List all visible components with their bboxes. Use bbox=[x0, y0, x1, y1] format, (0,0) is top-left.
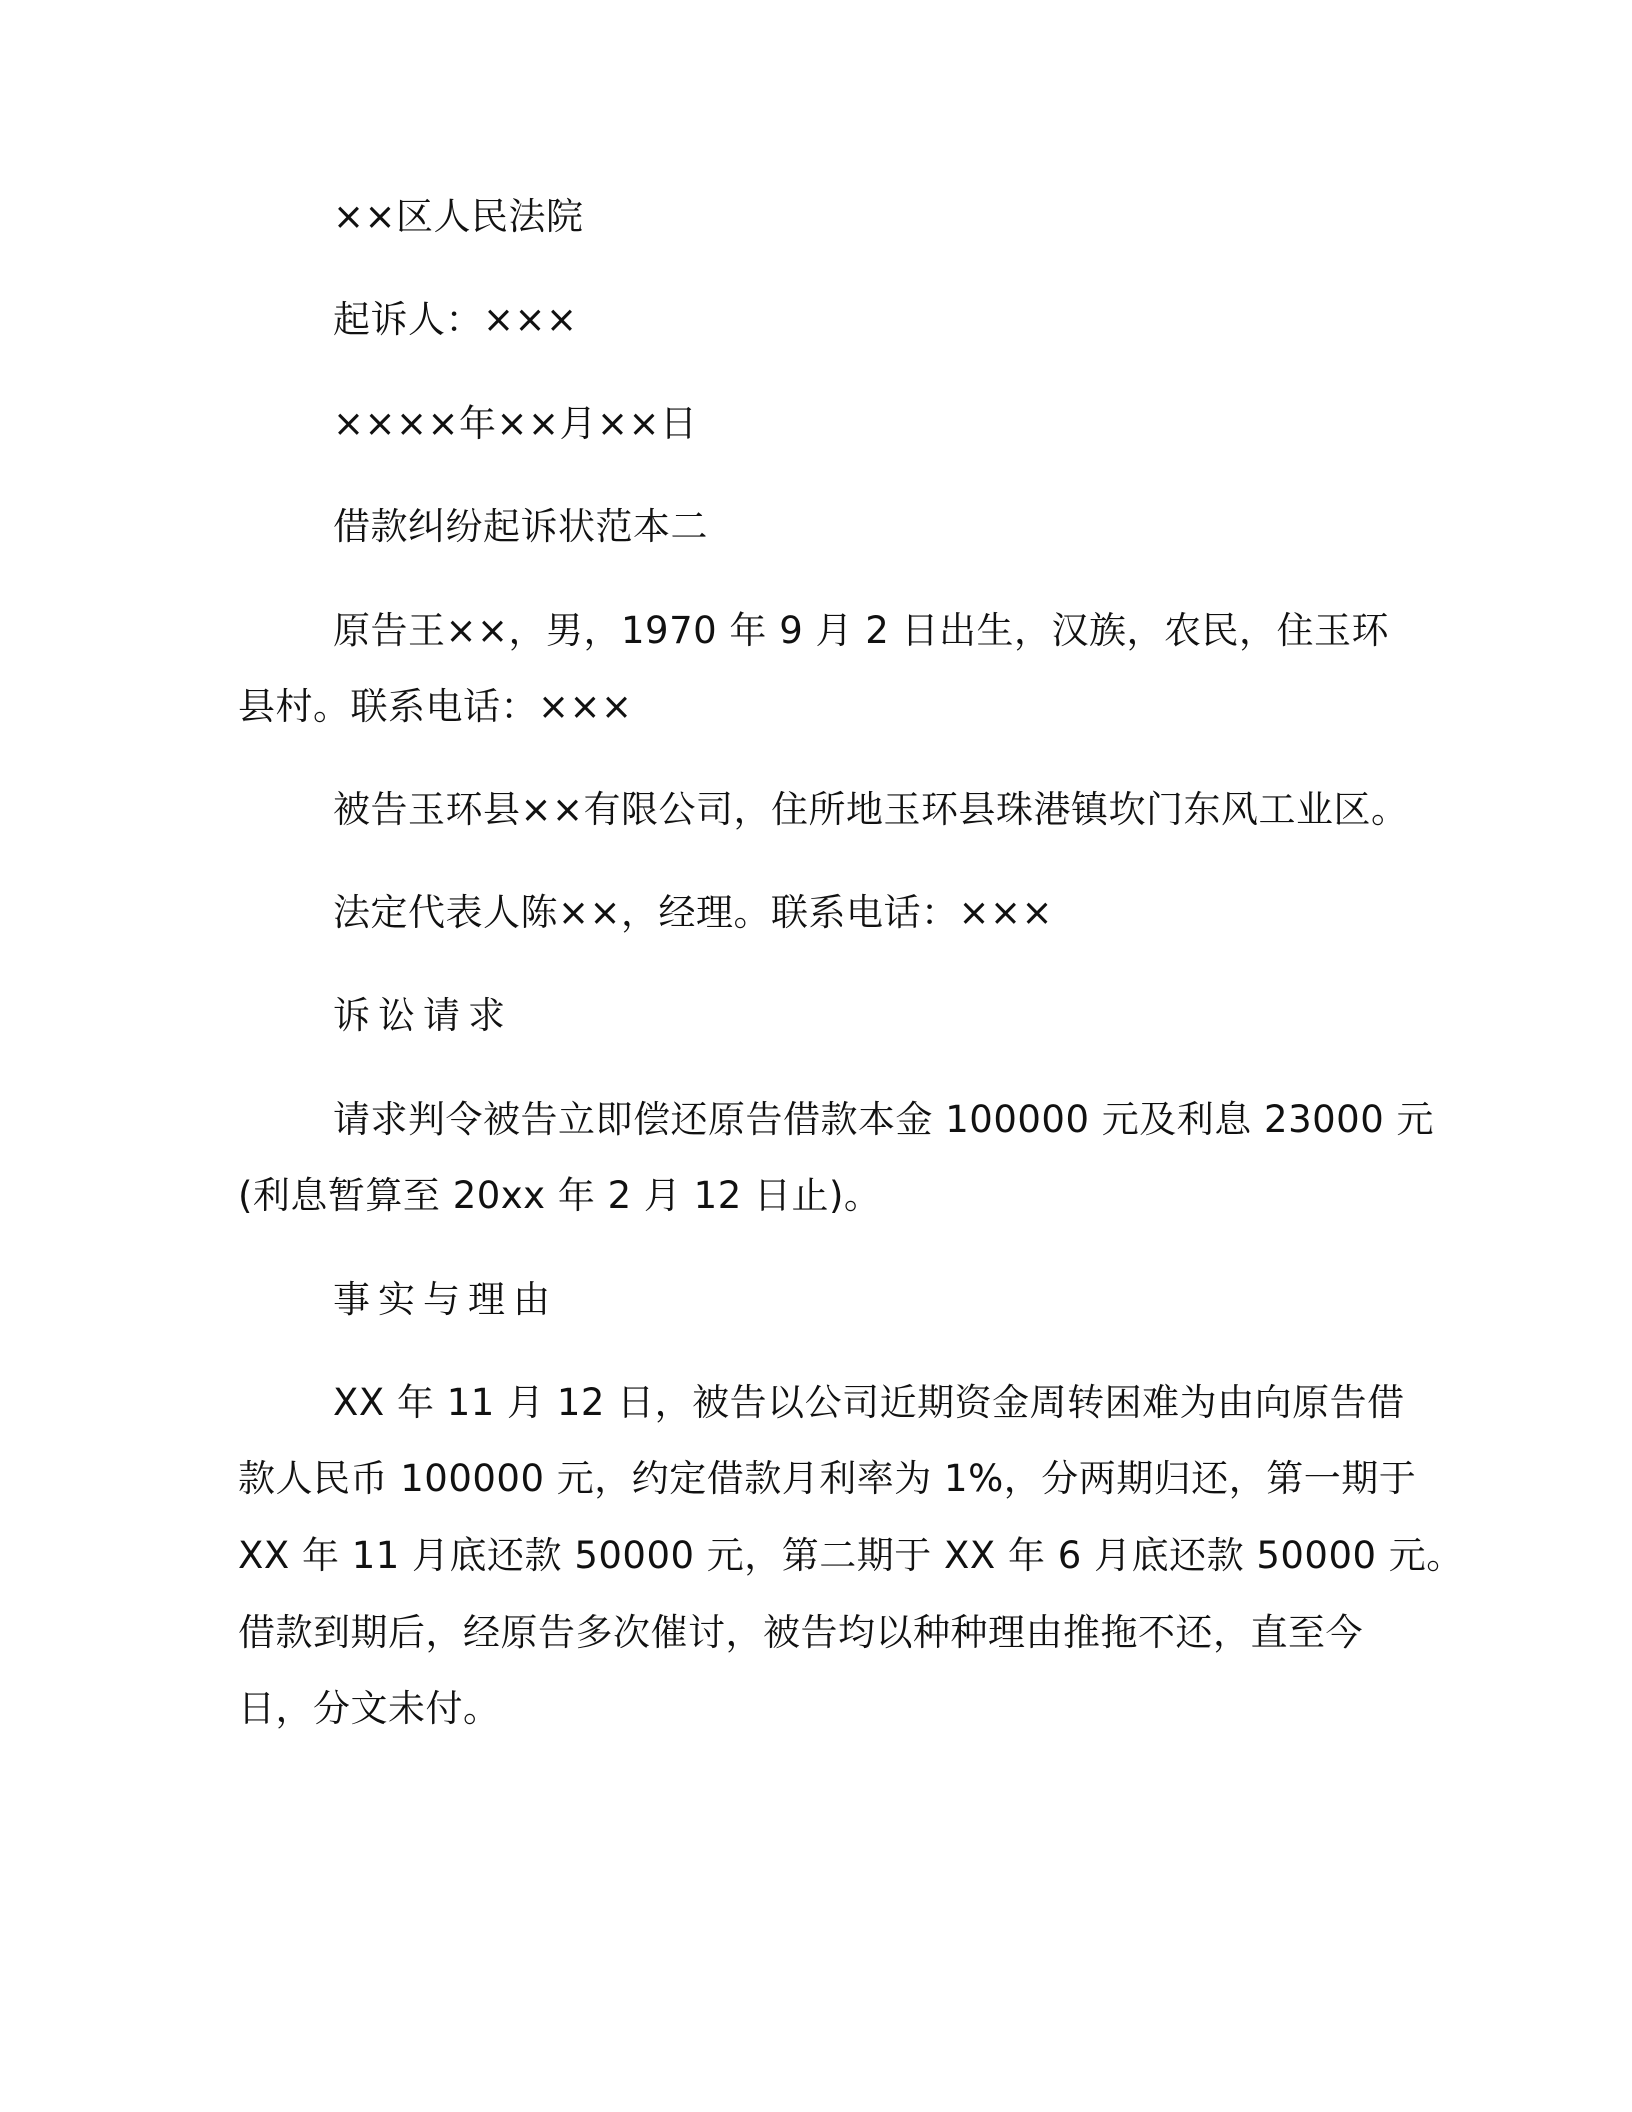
plaintiff-info-line-2: 县村。联系电话：××× bbox=[238, 685, 633, 728]
facts-line-5: 日，分文未付。 bbox=[238, 1687, 501, 1730]
court-name: ××区人民法院 bbox=[333, 195, 584, 238]
claims-line-2: (利息暂算至 20xx 年 2 月 12 日止)。 bbox=[238, 1174, 882, 1217]
claims-line-1: 请求判令被告立即偿还原告借款本金 100000 元及利息 23000 元 bbox=[333, 1098, 1434, 1141]
document-title: 借款纠纷起诉状范本二 bbox=[333, 505, 708, 548]
facts-line-4: 借款到期后，经原告多次催讨，被告均以种种理由推拖不还，直至今 bbox=[238, 1611, 1363, 1654]
claims-heading: 诉讼请求 bbox=[333, 994, 513, 1037]
plaintiff-info-line-1: 原告王××，男，1970 年 9 月 2 日出生，汉族，农民，住玉环 bbox=[333, 609, 1390, 652]
facts-line-1: XX 年 11 月 12 日，被告以公司近期资金周转困难为由向原告借 bbox=[333, 1381, 1405, 1424]
defendant-info: 被告玉环县××有限公司，住所地玉环县珠港镇坎门东风工业区。 bbox=[333, 788, 1409, 831]
legal-representative: 法定代表人陈××，经理。联系电话：××× bbox=[333, 891, 1054, 934]
facts-line-3: XX 年 11 月底还款 50000 元，第二期于 XX 年 6 月底还款 50000 元。 bbox=[238, 1534, 1464, 1577]
plaintiff-signature: 起诉人：××× bbox=[333, 298, 578, 341]
facts-heading: 事实与理由 bbox=[333, 1278, 558, 1321]
facts-line-2: 款人民币 100000 元，约定借款月利率为 1%，分两期归还，第一期于 bbox=[238, 1457, 1417, 1500]
document-date: ××××年××月××日 bbox=[333, 402, 698, 445]
